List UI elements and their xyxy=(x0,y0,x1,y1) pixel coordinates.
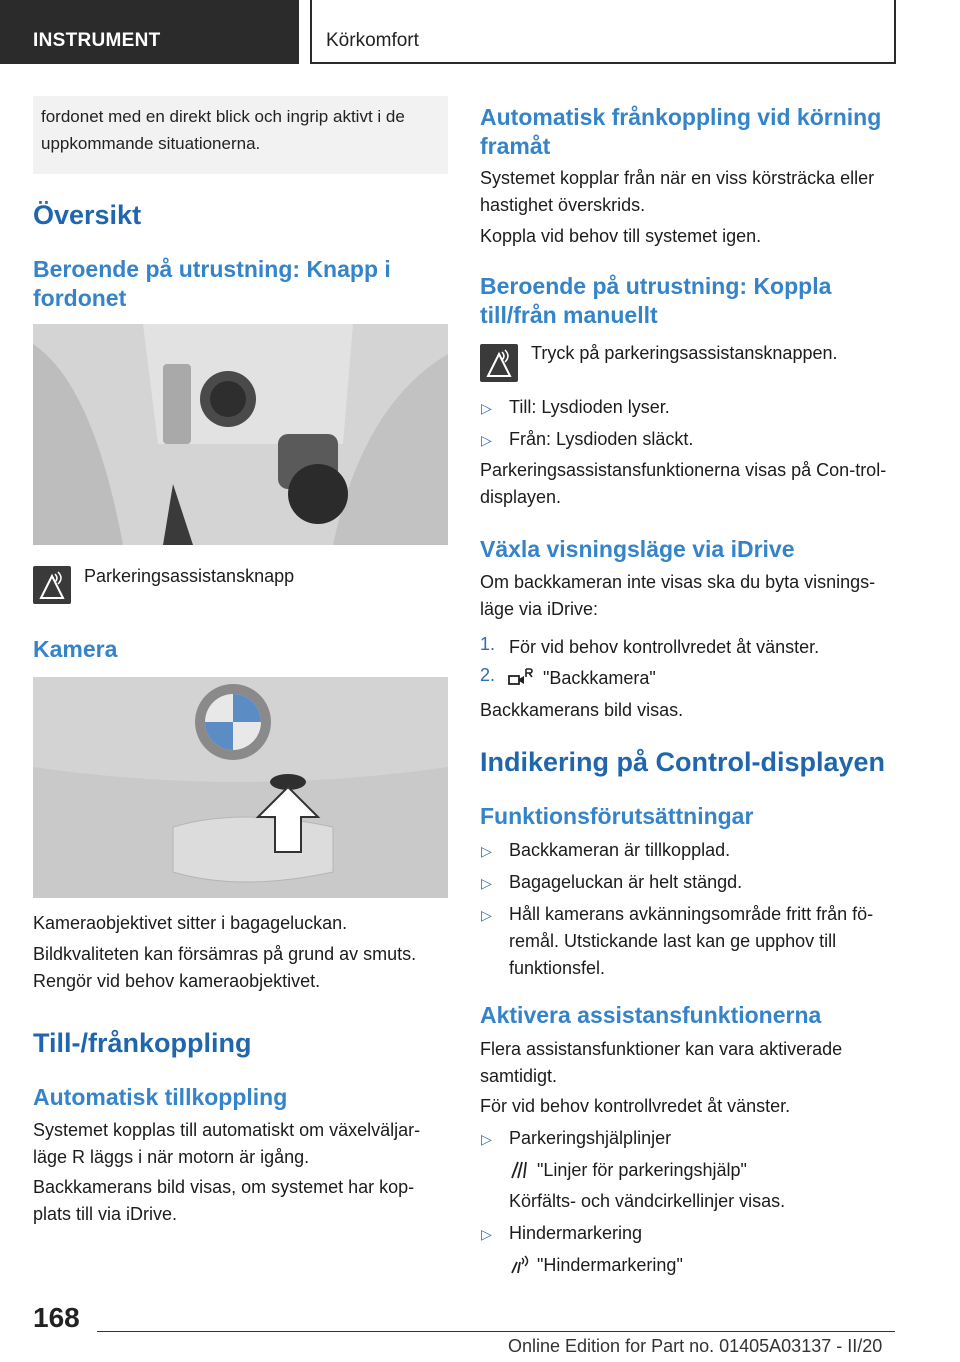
heading-indikering: Indikering på Control-displayen xyxy=(480,747,886,777)
p-bild: Backkamerans bild visas. xyxy=(480,700,684,720)
p-auto-till1: Systemet kopplas till automatiskt om växelväljar-läge R läggs i när motorn är igång. xyxy=(33,1120,421,1167)
parking-assist-icon xyxy=(480,344,518,382)
step1-number: 1. xyxy=(480,634,496,654)
heading-vaxla: Växla visningsläge via iDrive xyxy=(480,536,795,562)
page-number: 168 xyxy=(33,1302,80,1333)
heading-auto-fran: Automatisk frånkoppling vid körning framåt xyxy=(480,104,882,159)
footer-rule xyxy=(97,1331,895,1332)
heading-aktivera: Aktivera assistansfunktionerna xyxy=(480,1002,822,1028)
p-auto-fran2: Koppla vid behov till systemet igen. xyxy=(480,226,762,246)
heading-funktion: Funktionsförutsättningar xyxy=(480,803,754,829)
rear-camera-icon xyxy=(507,667,535,694)
ali1-sub: "Linjer för parkeringshjälp" xyxy=(537,1160,747,1180)
step2-number: 2. xyxy=(480,665,496,685)
heading-auto-till: Automatisk tillkoppling xyxy=(33,1084,288,1110)
triangle-bullet-icon: ▷ xyxy=(481,1226,492,1242)
p-vaxla: Om backkameran inte visas ska du byta visnings-läge via iDrive: xyxy=(480,572,876,619)
section-label: INSTRUMENT xyxy=(33,30,161,51)
p-for: För vid behov kontrollvredet åt vänster. xyxy=(480,1096,791,1116)
chapter-label: Körkomfort xyxy=(326,30,419,51)
console-photo xyxy=(33,324,448,545)
p-kamera2: Bildkvaliteten kan försämras på grund av smuts. Rengör vid behov kameraobjektivet. xyxy=(33,944,417,991)
heading-manuellt: Beroende på utrustning: Koppla till/från manuellt xyxy=(480,273,832,328)
ali1-note: Körfälts- och vändcirkellinjer visas. xyxy=(509,1191,786,1211)
li-till: Till: Lysdioden lyser. xyxy=(509,397,670,417)
heading-knapp: Beroende på utrustning: Knapp i fordonet xyxy=(33,256,391,311)
camera-photo xyxy=(33,677,448,898)
obstacle-marking-icon xyxy=(509,1254,531,1279)
step1-text: För vid behov kontrollvredet åt vänster. xyxy=(509,637,820,657)
fli1: Backkameran är tillkopplad. xyxy=(509,840,731,860)
heading-kamera: Kamera xyxy=(33,636,118,662)
fli2: Bagageluckan är helt stängd. xyxy=(509,872,743,892)
li-fran: Från: Lysdioden släckt. xyxy=(509,429,694,449)
section-tab xyxy=(0,0,299,64)
edition-label: Online Edition for Part no. 01405A03137 - II/20 xyxy=(508,1336,883,1356)
triangle-bullet-icon: ▷ xyxy=(481,875,492,891)
heading-till: Till-/frånkoppling xyxy=(33,1028,252,1058)
triangle-bullet-icon: ▷ xyxy=(481,907,492,923)
p-visas: Parkeringsassistansfunktionerna visas på Con-trol-displayen. xyxy=(480,460,887,507)
triangle-bullet-icon: ▷ xyxy=(481,1131,492,1147)
triangle-bullet-icon: ▷ xyxy=(481,400,492,416)
ali2-sub: "Hindermarkering" xyxy=(537,1255,683,1275)
parking-assist-icon xyxy=(33,566,71,604)
p-tryck: Tryck på parkeringsassistansknappen. xyxy=(531,343,838,363)
triangle-bullet-icon: ▷ xyxy=(481,432,492,448)
chapter-tab xyxy=(310,0,896,64)
p-kamera1: Kameraobjektivet sitter i bagageluckan. xyxy=(33,913,348,933)
fli3: Håll kamerans avkänningsområde fritt från fö-remål. Utstickande last kan ge upphov till funktionsfel. xyxy=(509,904,874,978)
p-auto-fran1: Systemet kopplar från när en viss körsträcka eller hastighet överskrids. xyxy=(480,168,875,215)
parking-lines-icon xyxy=(509,1159,531,1184)
heading-oversikt: Översikt xyxy=(33,200,142,230)
p-auto-till2: Backkamerans bild visas, om systemet har kop-plats till via iDrive. xyxy=(33,1177,415,1224)
caption-knapp: Parkeringsassistansknapp xyxy=(84,566,295,586)
triangle-bullet-icon: ▷ xyxy=(481,843,492,859)
ali2: Hindermarkering xyxy=(509,1223,643,1243)
p-flera: Flera assistansfunktioner kan vara aktiverade samtidigt. xyxy=(480,1039,843,1086)
ali1: Parkeringshjälplinjer xyxy=(509,1128,672,1148)
note-box: fordonet med en direkt blick och ingrip aktivt i de uppkommande situationerna. xyxy=(33,96,448,174)
step2-text: "Backkamera" xyxy=(543,668,656,688)
